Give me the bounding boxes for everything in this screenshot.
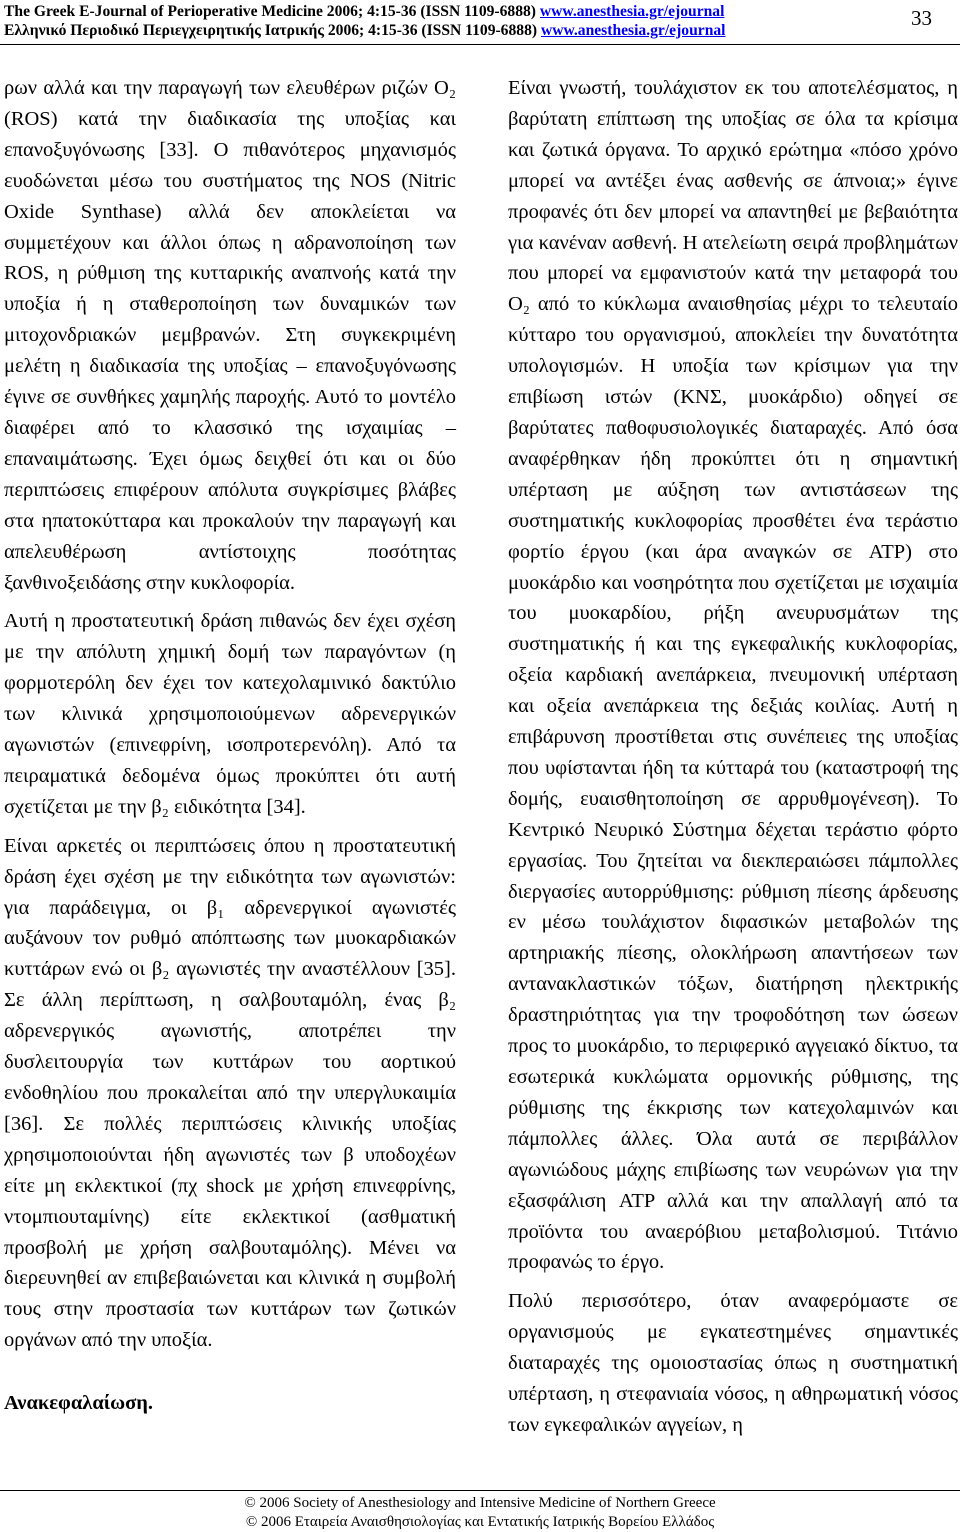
- header-rule: [0, 44, 960, 45]
- page-number: 33: [911, 6, 932, 30]
- running-header: [4, 2, 904, 40]
- left-column: [4, 73, 456, 1419]
- journal-title-gr: Ελληνικό Περιοδικό Περιεγχειρητικής Ιατρικής 2006; 4:15-36 (ISSN 1109-6888): [4, 22, 541, 39]
- left-paragraph-1: ρων αλλά και την παραγωγή των ελευθέρων ριζών O₂ (ROS) κατά την διαδικασία της υποξίας και επανοξυγόνωσης [33]. Ο πιθανότερος μηχανισμός ευοδώνεται μέσω του συστήματος της NOS (Nitric Oxide Synthase) αλλά δεν αποκλείεται να συμμετέχουν και άλλοι όπως η αδρανοποίηση των ROS, η ρύθμιση της κυτταρικής αναπνοής κατά την υποξία ή η σταθεροποίηση των δυναμικών των μιτοχονδριακών μεμβρανών. Στη συγκεκριμένη μελέτη η διαδικασία της υποξίας – επανοξυγόνωσης έγινε σε συνθήκες χαμηλής παροχής. Αυτό το μοντέλο διαφέρει από το κλασσικό της ισχαιμίας – επαναιμάτωσης. Έχει όμως δειχθεί ότι και οι δύο περιπτώσεις επιφέρουν απόλυτα συγκρίσιμες βλάβες στα ηπατοκύτταρα και προκαλούν την παραγωγή και απελευθέρωση αντίστοιχης ποσότητας ξανθινοξειδάσης στην κυκλοφορία.: [4, 77, 456, 594]
- journal-link-en[interactable]: www.anesthesia.gr/ejournal: [539, 3, 725, 20]
- footer-copyright-en: © 2006 Society of Anesthesiology and Intensive Medicine of Northern Greece: [244, 1495, 716, 1511]
- right-paragraph-1: Είναι γνωστή, τουλάχιστον εκ του αποτελέσματος, η βαρύτατη επίπτωση της υποξίας σε όλα τα κρίσιμα και ζωτικά όργανα. Το αρχικό ερώτημα «πόσο χρόνο μπορεί να αντέξει ένας ασθενής σε άπνοια;» έγινε προφανές ότι δεν μπορεί να απαντηθεί με βεβαιότητα για κανέναν ασθενή. Η ατελείωτη σειρά προβλημάτων που μπορεί να εμφανιστούν κατά την μεταφορά του O₂ από το κύκλωμα αναισθησίας μέχρι το τελευταίο κύτταρο του οργανισμού, αποκλείει την δυνατότητα υπολογισμών. Η υποξία των κρίσιμων για την επιβίωση ιστών (ΚΝΣ, μυοκάρδιο) οδηγεί σε βαρύτατες παθοφυσιολογικές διαταραχές. Από όσα αναφέρθηκαν ήδη προκύπτει ότι η σημαντική υπέρταση με αύξηση των αντιστάσεων της συστηματικής κυκλοφορίας προσθέτει ένα τεράστιο φορτίο έργου (και άρα αναγκών σε ATP) στο μυοκάρδιο και νοσηρότητα που σχετίζεται με ισχαιμία του μυοκαρδίου, ρήξη ανευρυσμάτων της συστηματικής ή και της εγκεφαλικής κυκλοφορίας, οξεία καρδιακή ανεπάρκεια, πνευμονική υπέρταση και οξεία ανεπάρκεια της δεξιάς κοιλίας. Αυτή η επιβάρυνση προστίθεται στις συνέπειες της υποξίας που υφίστανται ήδη τα κύτταρά του (καταστροφή της δομής, ευαισθητοποίηση σε αρρυθμογένεση). Το Κεντρικό Νευρικό Σύστημα δέχεται τεράστιο φόρτο εργασίας. Του ζητείται να διεκπεραιώσει πάμπολλες διεργασίες αυτορρύθμισης: ρύθμιση πίεσης άρδευσης εν μέσω τουλάχιστον διφασικών μεταβολών της αρτηριακής πίεσης, ολοκλήρωση απαντήσεων των αντανακλαστικών τόξων, διατήρηση ηλεκτρικής δραστηριότητας για την τροφοδότηση των ώσεων προς το μυοκάρδιο, το περιφερικό αγγειακό δίκτυο, τα εσωτερικά κυκλώματα ορμονικής ρύθμισης, της ρύθμισης της έκκρισης των κατεχολαμινών και πάμπολλες άλλες. Όλα αυτά σε περιβάλλον αγωνιώδους μάχης επιβίωσης των νευρώνων για την εξασφάλιση ATP αλλά και την απαλλαγή από τα προϊόντα του αναερόβιου μεταβολισμού. Τιτάνιο προφανώς το έργο.: [508, 77, 958, 1274]
- left-paragraph-3: Είναι αρκετές οι περιπτώσεις όπου η προστατευτική δράση έχει σχέση με την ειδικότητα των αγωνιστών: για παράδειγμα, οι β₁ αδρενεργικοί αγωνιστές αυξάνουν τον ρυθμό απόπτωσης των μυοκαρδιακών κυττάρων ενώ οι β₂ αγωνιστές την αναστέλλουν [35]. Σε άλλη περίπτωση, η σαλβουταμόλη, ένας β₂ αδρενεργικός αγωνιστής, αποτρέπει την δυσλειτουργία των κυττάρων του αορτικού ενδοθηλίου που προκαλείται από την υπεργλυκαιμία [36]. Σε πολλές περιπτώσεις κλινικής υποξίας χρησιμοποιούνται ήδη αγωνιστές των β υποδοχέων είτε μη εκλεκτικοί (πχ shock με χρήση επινεφρίνης, ντομπιουταμίνης) είτε εκλεκτικοί (ασθματική προσβολή με χρήση σαλβουταμόλης). Μένει να διερευνηθεί αν επιβεβαιώνεται και κλινικά η συμβολή τους στην προστασία των κυττάρων των ζωτικών οργάνων από την υποξία.: [4, 834, 456, 1352]
- header-line-gr: [4, 21, 904, 40]
- footer: [0, 1494, 960, 1532]
- right-paragraph-2: Πολύ περισσότερο, όταν αναφερόμαστε σε οργανισμούς με εγκατεστημένες σημαντικές διαταραχές της ομοιοστασίας όπως η συστηματική υπέρταση, η στεφανιαία νόσος, η αθηρωματική νόσος των εγκεφαλικών αγγείων, η: [508, 1290, 958, 1436]
- header-line-en: [4, 2, 904, 21]
- section-heading: Ανακεφαλαίωση.: [4, 1392, 154, 1415]
- footer-copyright-gr: © 2006 Εταιρεία Αναισθησιολογίας και Εντατικής Ιατρικής Βορείου Ελλάδος: [245, 1514, 715, 1530]
- footer-rule: [0, 1490, 960, 1491]
- left-paragraph-2: Αυτή η προστατευτική δράση πιθανώς δεν έχει σχέση με την απόλυτη χημική δομή των παραγόντων (η φορμοτερόλη δεν έχει τον κατεχολαμινικό δακτύλιο των κλινικά χρησιμοποιούμενων αδρενεργικών αγωνιστών (επινεφρίνη, ισοπροτερενόλη). Από τα πειραματικά δεδομένα όμως προκύπτει ότι αυτή σχετίζεται με την β₂ ειδικότητα [34].: [4, 610, 456, 818]
- journal-title-en: The Greek E-Journal of Perioperative Medicine 2006; 4:15-36 (ISSN 1109-6888): [4, 3, 540, 20]
- right-column: [508, 73, 958, 1441]
- journal-link-gr[interactable]: www.anesthesia.gr/ejournal: [540, 22, 726, 39]
